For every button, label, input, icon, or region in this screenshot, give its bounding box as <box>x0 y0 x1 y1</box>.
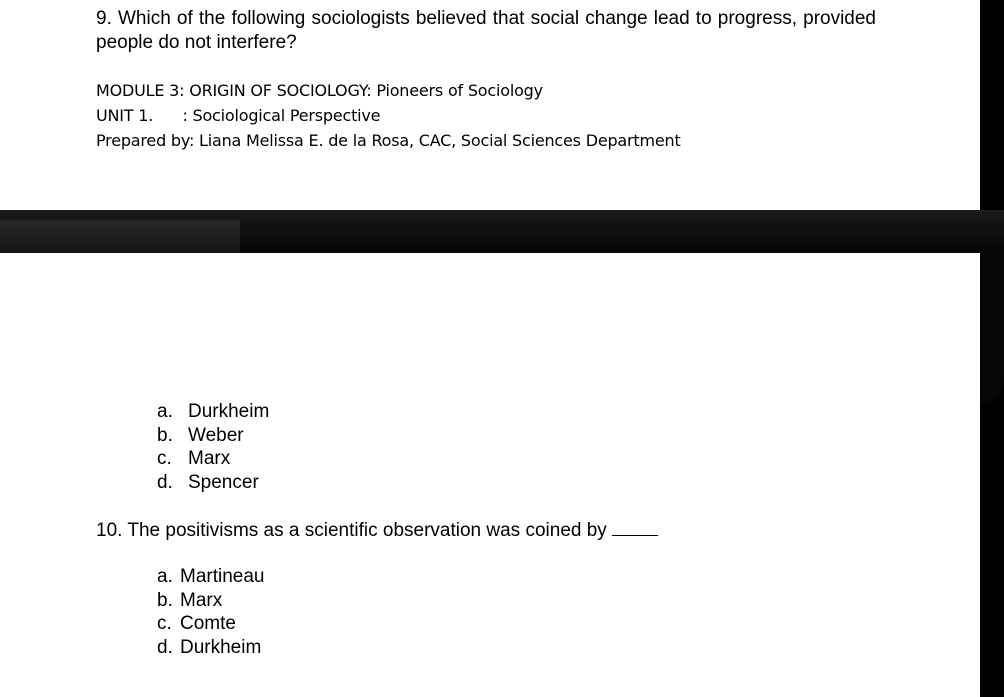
option-letter: b. <box>157 589 173 611</box>
option-letter: c. <box>157 448 172 470</box>
option-letter: c. <box>157 613 172 635</box>
question-9-text: Which of the following sociologists believed that social change lead to progress, provided people do not interfere? <box>96 8 877 53</box>
option-text: Comte <box>180 613 236 635</box>
question-9-option-a <box>157 400 269 424</box>
question-9-option-c <box>157 447 269 471</box>
question-10-option-d <box>157 636 265 660</box>
option-letter: b. <box>157 424 173 446</box>
question-10-options <box>157 565 265 660</box>
module-title: MODULE 3: ORIGIN OF SOCIOLOGY: Pioneers of Sociology <box>96 81 543 100</box>
question-9-option-d <box>157 471 269 495</box>
question-9-number: 9. <box>96 8 112 29</box>
option-text: Marx <box>188 448 231 470</box>
unit-title: UNIT 1. : Sociological Perspective <box>96 106 381 125</box>
option-letter: a. <box>157 566 173 587</box>
option-letter: d. <box>157 472 173 494</box>
option-letter: d. <box>157 637 173 659</box>
question-9-option-b <box>157 424 269 448</box>
option-text: Marx <box>180 589 223 611</box>
prepared-by: Prepared by: Liana Melissa E. de la Rosa, CAC, Social Sciences Department <box>96 131 681 150</box>
option-text: Spencer <box>188 472 259 494</box>
page-break-highlight <box>0 220 240 253</box>
question-9-options <box>157 400 269 495</box>
option-letter: a. <box>157 401 173 422</box>
question-9 <box>96 7 876 55</box>
option-text: Durkheim <box>180 637 262 659</box>
question-10-option-b <box>157 589 265 613</box>
question-10 <box>96 519 658 543</box>
option-text: Durkheim <box>188 401 270 422</box>
option-text: Martineau <box>180 566 265 587</box>
module-header <box>96 78 681 153</box>
answer-blank <box>612 521 658 536</box>
option-text: Weber <box>188 424 244 446</box>
question-10-text: The positivisms as a scientific observation was coined by <box>127 520 607 541</box>
question-10-option-c <box>157 612 265 636</box>
question-10-option-a <box>157 565 265 589</box>
question-10-number: 10. <box>96 520 123 541</box>
page-lower <box>0 253 980 697</box>
